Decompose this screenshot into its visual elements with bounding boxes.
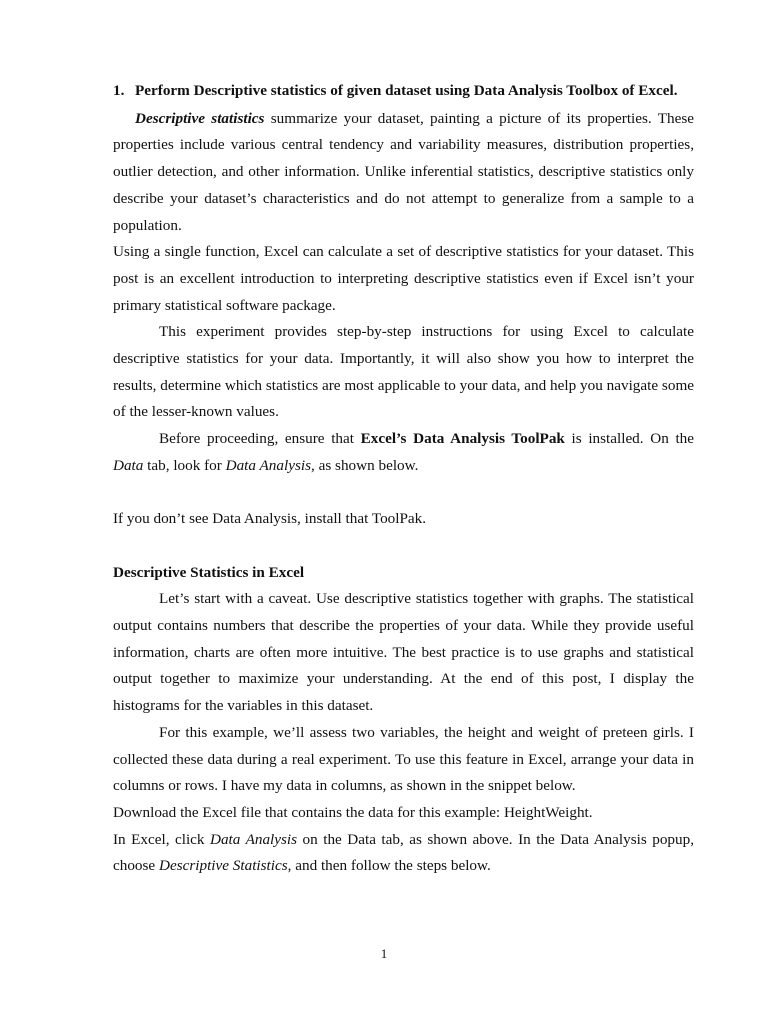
- heading-text: Perform Descriptive statistics of given dataset using Data Analysis Toolbox of Excel.: [135, 82, 678, 99]
- paragraph-install-toolpak: If you don’t see Data Analysis, install that ToolPak.: [113, 510, 427, 528]
- paragraph-example: For this example, we’ll assess two variables, the height and weight of preteen girls. I collected these data during a real experiment. To use this feature in Excel, arrange your data in columns or rows. I have my data in columns, as shown in the snippet below.: [113, 723, 694, 795]
- document-page: [113, 78, 694, 880]
- paragraph-descriptive-statistics: Descriptive statistics summarize your dataset, painting a picture of its properties. These properties include various central tendency and variability measures, distribution properties, outlier detection, and other information. Unlike inferential statistics, descriptive statistics only describe your dataset’s characteristics and do not attempt to generalize from a sample to a population.: [113, 109, 694, 234]
- paragraph-caveat: Let’s start with a caveat. Use descriptive statistics together with graphs. The statistical output contains numbers that describe the properties of your data. While they provide useful information, charts are often more intuitive. The best practice is to use graphs and statistical output together to maximize your understanding. At the end of this post, I display the histograms for the variables in this dataset.: [113, 590, 694, 715]
- paragraph-single-function: Using a single function, Excel can calculate a set of descriptive statistics for your dataset. This post is an excellent introduction to interpreting descriptive statistics even if Excel isn’t your primary statistical software package.: [113, 243, 694, 314]
- subheading: Descriptive Statistics in Excel: [113, 563, 305, 581]
- paragraph-click-data-analysis: In Excel, click Data Analysis on the Data tab, as shown above. In the Data Analysis popup, choose Descriptive Statistics, and then follow the steps below.: [113, 830, 694, 875]
- paragraph-experiment: This experiment provides step-by-step instructions for using Excel to calculate descriptive statistics for your data. Importantly, it will also show you how to interpret the results, determine which statistics are most applicable to your data, and help you navigate some of the lesser-known values.: [113, 323, 694, 421]
- paragraph-download: Download the Excel file that contains the data for this example: HeightWeight.: [113, 803, 593, 821]
- toolpak-name: Excel’s Data Analysis ToolPak: [360, 430, 565, 448]
- heading-number: 1.: [113, 82, 125, 99]
- page-number: 1: [380, 946, 388, 961]
- paragraph-before-proceeding: Before proceeding, ensure that Excel’s Data Analysis ToolPak is installed. On the Data tab, look for Data Analysis, as shown below.: [113, 430, 695, 474]
- section-heading: [113, 78, 694, 105]
- term-descriptive-statistics: Descriptive statistics: [135, 109, 265, 127]
